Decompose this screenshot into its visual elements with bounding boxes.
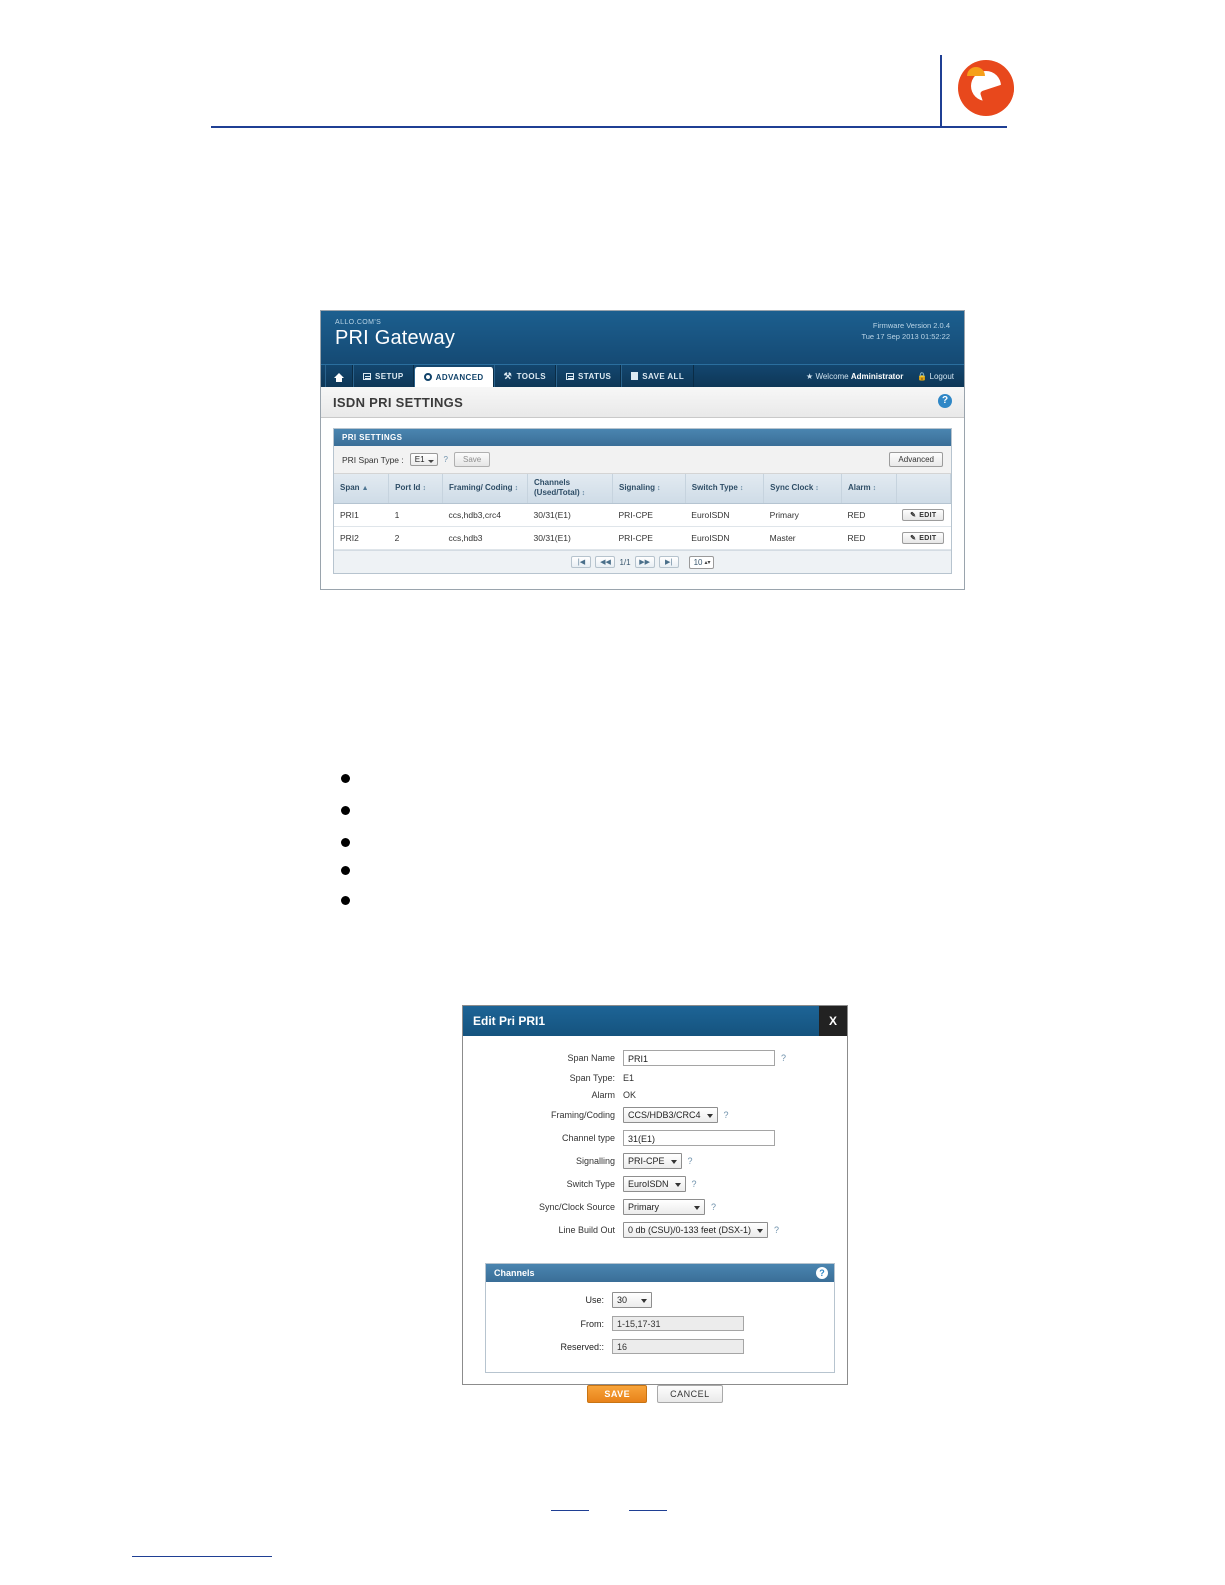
line-build-out-label: Line Build Out [558, 1225, 615, 1235]
channels-reserved-label: Reserved:: [560, 1341, 604, 1352]
table-row [334, 504, 951, 527]
field-row-channel-type [475, 1130, 829, 1146]
line-build-out-select[interactable]: 0 db (CSU)/0-133 feet (DSX-1) [623, 1222, 768, 1238]
channels-panel-header [486, 1264, 834, 1282]
table-header-row [334, 474, 951, 504]
cell-span: PRI1 [334, 504, 389, 527]
advanced-button[interactable]: Advanced [889, 452, 943, 467]
cell-sync-clock: Master [764, 527, 842, 550]
welcome-text: Welcome [815, 371, 849, 381]
edit-pri-dialog [462, 1005, 848, 1399]
pencil-icon: ✎ [910, 512, 917, 519]
col-switch-type[interactable] [685, 474, 763, 504]
col-channels[interactable] [528, 474, 613, 504]
cell-alarm: RED [841, 504, 896, 527]
col-alarm[interactable] [841, 474, 896, 504]
gear-icon [424, 373, 432, 381]
footer-link-left[interactable] [551, 1500, 589, 1511]
brand-subtitle: ALLO.COM'S [335, 319, 382, 326]
sort-icon: ↕ [656, 485, 661, 492]
list-item-bullet [341, 896, 350, 905]
col-signaling-label: Signaling [618, 483, 655, 492]
pager-prev-button[interactable]: ◀◀ [595, 556, 615, 568]
alarm-value: OK [623, 1090, 637, 1100]
switch-type-select[interactable]: EuroISDN [623, 1176, 686, 1192]
cell-channels: 30/31(E1) [528, 504, 613, 527]
channel-type-label: Channel type [561, 1133, 615, 1143]
line-build-out-hint-icon[interactable]: ? [774, 1225, 780, 1235]
dialog-body [463, 1036, 847, 1255]
cell-span: PRI2 [334, 527, 389, 550]
help-icon[interactable]: ? [938, 394, 952, 408]
system-datetime: Tue 17 Sep 2013 01:52:22 [861, 332, 950, 341]
edit-button-label: EDIT [919, 511, 937, 519]
cell-port-id: 1 [389, 504, 443, 527]
nav-item-setup[interactable] [353, 365, 414, 387]
tools-icon: ⚒ [503, 370, 513, 381]
nav-item-advanced[interactable] [414, 367, 494, 387]
field-row-channels-reserved [486, 1339, 824, 1354]
pencil-icon: ✎ [910, 535, 917, 542]
col-framing-label: Framing/ Coding [449, 483, 513, 492]
cell-signaling: PRI-CPE [612, 504, 685, 527]
nav-label-setup: SETUP [375, 371, 404, 381]
logo-circle-icon [958, 60, 1014, 116]
logout-button[interactable] [917, 372, 954, 381]
col-channels-label: Channels (Used/Total) [534, 478, 580, 497]
nav-right-group [806, 365, 964, 387]
dialog-titlebar [463, 1006, 847, 1036]
page-title: ISDN PRI SETTINGS [333, 394, 464, 410]
sync-clock-select[interactable]: Primary [623, 1199, 705, 1215]
panel-toolbar [334, 446, 951, 474]
panel-wrapper [321, 418, 964, 582]
pager-first-button[interactable]: |◀ [571, 556, 591, 568]
span-type-label: PRI Span Type : [342, 454, 404, 465]
channels-panel-body [486, 1282, 834, 1372]
sort-icon: ↕ [872, 485, 877, 492]
channels-from-label: From: [580, 1318, 604, 1329]
signalling-select[interactable]: PRI-CPE [623, 1153, 682, 1169]
status-icon [566, 373, 574, 380]
pri-gateway-screenshot [320, 310, 965, 590]
channels-panel [485, 1263, 835, 1373]
close-icon[interactable]: X [819, 1006, 847, 1036]
cell-switch-type: EuroISDN [685, 504, 763, 527]
sort-asc-icon: ▲ [361, 485, 369, 492]
table-row [334, 527, 951, 550]
framing-label: Framing/Coding [550, 1110, 615, 1120]
pager-page-size-select[interactable]: 10 ▴▾ [689, 556, 714, 569]
sort-icon: ↕ [422, 485, 426, 492]
sort-icon: ↕ [581, 490, 586, 497]
pager-next-button[interactable]: ▶▶ [635, 556, 655, 568]
field-row-sync-clock [475, 1199, 829, 1215]
alarm-label: Alarm [591, 1090, 615, 1100]
nav-label-status: STATUS [578, 371, 612, 381]
channels-reserved-input[interactable]: 16 [612, 1339, 744, 1354]
welcome-user [806, 372, 903, 381]
home-icon [334, 373, 344, 378]
nav-item-status[interactable] [556, 365, 621, 387]
field-row-framing [475, 1107, 829, 1123]
span-type-label: Span Type: [569, 1073, 615, 1083]
cell-actions [896, 504, 950, 527]
col-actions [896, 474, 950, 504]
span-name-input[interactable]: PRI1 [623, 1050, 775, 1066]
switch-type-label: Switch Type [566, 1179, 615, 1189]
list-item-bullet [341, 838, 350, 847]
col-sync-clock-label: Sync Clock [770, 483, 814, 492]
span-name-hint-icon[interactable]: ? [781, 1053, 787, 1063]
field-row-alarm [475, 1090, 829, 1100]
field-row-channels-from [486, 1316, 824, 1331]
cell-actions [896, 527, 950, 550]
nav-item-tools[interactable] [494, 365, 556, 387]
cell-switch-type: EuroISDN [685, 527, 763, 550]
cell-sync-clock: Primary [764, 504, 842, 527]
header-divider [211, 126, 1007, 128]
app-titlebar [321, 311, 964, 364]
pri-settings-panel [333, 428, 952, 574]
col-span[interactable] [334, 474, 389, 504]
cell-alarm: RED [841, 527, 896, 550]
user-name: Administrator [850, 371, 904, 381]
channels-from-input[interactable]: 1-15,17-31 [612, 1316, 744, 1331]
col-signaling[interactable] [612, 474, 685, 504]
sort-icon: ↕ [739, 485, 744, 492]
page-title-bar [321, 387, 964, 418]
cell-channels: 30/31(E1) [528, 527, 613, 550]
logout-label: Logout [929, 371, 954, 381]
span-type-select[interactable]: E1 [410, 453, 438, 466]
col-alarm-label: Alarm [847, 483, 871, 492]
dialog-actions [463, 1373, 847, 1413]
dialog-title: Edit Pri PRI1 [473, 1014, 546, 1028]
sync-clock-hint-icon[interactable]: ? [711, 1202, 717, 1212]
sync-clock-label: Sync/Clock Source [538, 1202, 615, 1212]
pager-page-text: 1/1 [619, 557, 631, 567]
field-row-switch-type [475, 1176, 829, 1192]
firmware-version: Firmware Version 2.0.4 [872, 321, 950, 330]
nav-label-tools: TOOLS [516, 371, 547, 381]
span-type-value: E1 [623, 1073, 635, 1083]
cell-signaling: PRI-CPE [612, 527, 685, 550]
field-row-line-build-out [475, 1222, 829, 1238]
dialog-cancel-button[interactable]: CANCEL [657, 1385, 723, 1403]
col-framing[interactable] [443, 474, 528, 504]
field-row-signalling [475, 1153, 829, 1169]
panel-header: PRI SETTINGS [334, 429, 951, 446]
framing-hint-icon[interactable]: ? [723, 1110, 729, 1120]
person-icon: ★ [806, 371, 814, 381]
span-type-hint-icon[interactable]: ? [443, 455, 448, 464]
channel-type-input[interactable]: 31(E1) [623, 1130, 775, 1146]
channels-header-label: Channels [494, 1268, 535, 1278]
table-pager [334, 550, 951, 573]
footer-link-right[interactable] [629, 1500, 667, 1511]
lock-icon: 🔒 [917, 371, 928, 381]
col-port-id-label: Port Id [395, 483, 421, 492]
list-item-bullet [341, 866, 350, 875]
main-navbar [321, 364, 964, 387]
sort-icon: ↕ [514, 485, 519, 492]
nav-item-home[interactable] [325, 365, 353, 387]
signalling-label: Signalling [575, 1156, 615, 1166]
col-port-id[interactable] [389, 474, 443, 504]
nav-label-advanced: ADVANCED [435, 372, 484, 382]
dialog-save-button[interactable]: SAVE [587, 1385, 647, 1403]
sort-icon: ↕ [815, 485, 819, 492]
field-row-span-name [475, 1050, 829, 1066]
firmware-info [861, 320, 950, 342]
col-span-label: Span [340, 483, 360, 492]
brand-title: PRI Gateway [335, 327, 456, 349]
edit-button[interactable] [902, 532, 944, 544]
channels-use-select[interactable]: 30 [612, 1292, 652, 1308]
nav-item-save-all[interactable] [621, 365, 694, 387]
save-icon [631, 372, 638, 380]
cell-framing: ccs,hdb3 [443, 527, 528, 550]
cell-framing: ccs,hdb3,crc4 [443, 504, 528, 527]
edit-button[interactable] [902, 509, 944, 521]
cell-port-id: 2 [389, 527, 443, 550]
setup-icon [363, 373, 371, 380]
col-switch-type-label: Switch Type [691, 483, 738, 492]
pri-settings-table [334, 474, 951, 550]
list-item-bullet [341, 774, 350, 783]
col-sync-clock[interactable] [764, 474, 842, 504]
field-row-channels-use [486, 1292, 824, 1308]
channels-help-icon[interactable]: ? [816, 1267, 828, 1279]
footer-rule [132, 1556, 272, 1557]
list-item-bullet [341, 806, 350, 815]
edit-button-label: EDIT [919, 534, 937, 542]
channels-use-label: Use: [585, 1295, 604, 1305]
signalling-hint-icon[interactable]: ? [687, 1156, 693, 1166]
framing-select[interactable]: CCS/HDB3/CRC4 [623, 1107, 718, 1123]
company-logo [940, 50, 1008, 128]
save-button[interactable]: Save [454, 452, 490, 467]
nav-label-save-all: SAVE ALL [642, 371, 685, 381]
span-name-label: Span Name [567, 1053, 615, 1063]
field-row-span-type [475, 1073, 829, 1083]
pager-last-button[interactable]: ▶| [659, 556, 679, 568]
switch-type-hint-icon[interactable]: ? [691, 1179, 697, 1189]
